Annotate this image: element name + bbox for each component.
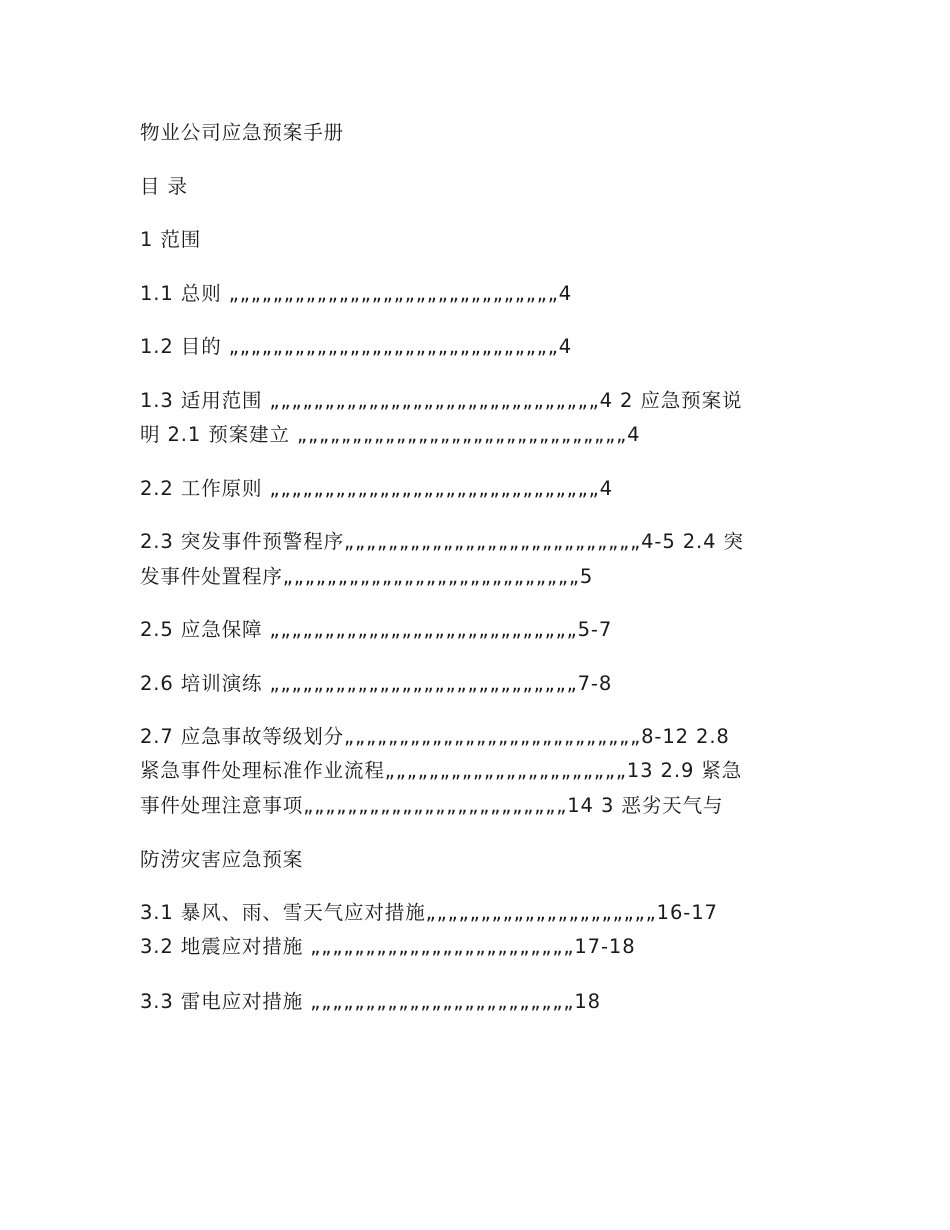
toc-heading: 目 录 [140,175,188,198]
toc-line: 1.3 适用范围 „„„„„„„„„„„„„„„„„„„„„„„„„„„„„„4 2 应急预案说 [140,389,743,412]
toc-line: 2.7 应急事故等级划分„„„„„„„„„„„„„„„„„„„„„„„„„„„8-12 2.8 [140,725,730,748]
document-title: 物业公司应急预案手册 [140,121,345,144]
toc-line: 2.3 突发事件预警程序„„„„„„„„„„„„„„„„„„„„„„„„„„„4-5 2.4 突 [140,530,744,553]
toc-line: 3.3 雷电应对措施 „„„„„„„„„„„„„„„„„„„„„„„„18 [140,990,601,1013]
toc-line: 2.5 应急保障 „„„„„„„„„„„„„„„„„„„„„„„„„„„„5-7 [140,618,613,641]
toc-line: 发事件处置程序„„„„„„„„„„„„„„„„„„„„„„„„„„„5 [140,565,594,588]
toc-line: 3.2 地震应对措施 „„„„„„„„„„„„„„„„„„„„„„„„17-18 [140,935,636,958]
toc-line: 事件处理注意事项„„„„„„„„„„„„„„„„„„„„„„„„14 3 恶劣天气与 [140,794,724,817]
toc-line: 3.1 暴风、雨、雪天气应对措施„„„„„„„„„„„„„„„„„„„„„16-17 [140,901,718,924]
toc-line: 明 2.1 预案建立 „„„„„„„„„„„„„„„„„„„„„„„„„„„„„„4 [140,423,641,446]
toc-line: 1.1 总则 „„„„„„„„„„„„„„„„„„„„„„„„„„„„„„4 [140,282,573,305]
toc-line: 2.6 培训演练 „„„„„„„„„„„„„„„„„„„„„„„„„„„„7-8 [140,672,613,695]
toc-line: 1.2 目的 „„„„„„„„„„„„„„„„„„„„„„„„„„„„„„4 [140,335,573,358]
toc-line: 1 范围 [140,228,202,251]
toc-line: 2.2 工作原则 „„„„„„„„„„„„„„„„„„„„„„„„„„„„„„4 [140,477,613,500]
toc-line: 防涝灾害应急预案 [140,848,304,871]
toc-line: 紧急事件处理标准作业流程„„„„„„„„„„„„„„„„„„„„„„13 2.9 紧急 [140,759,743,782]
